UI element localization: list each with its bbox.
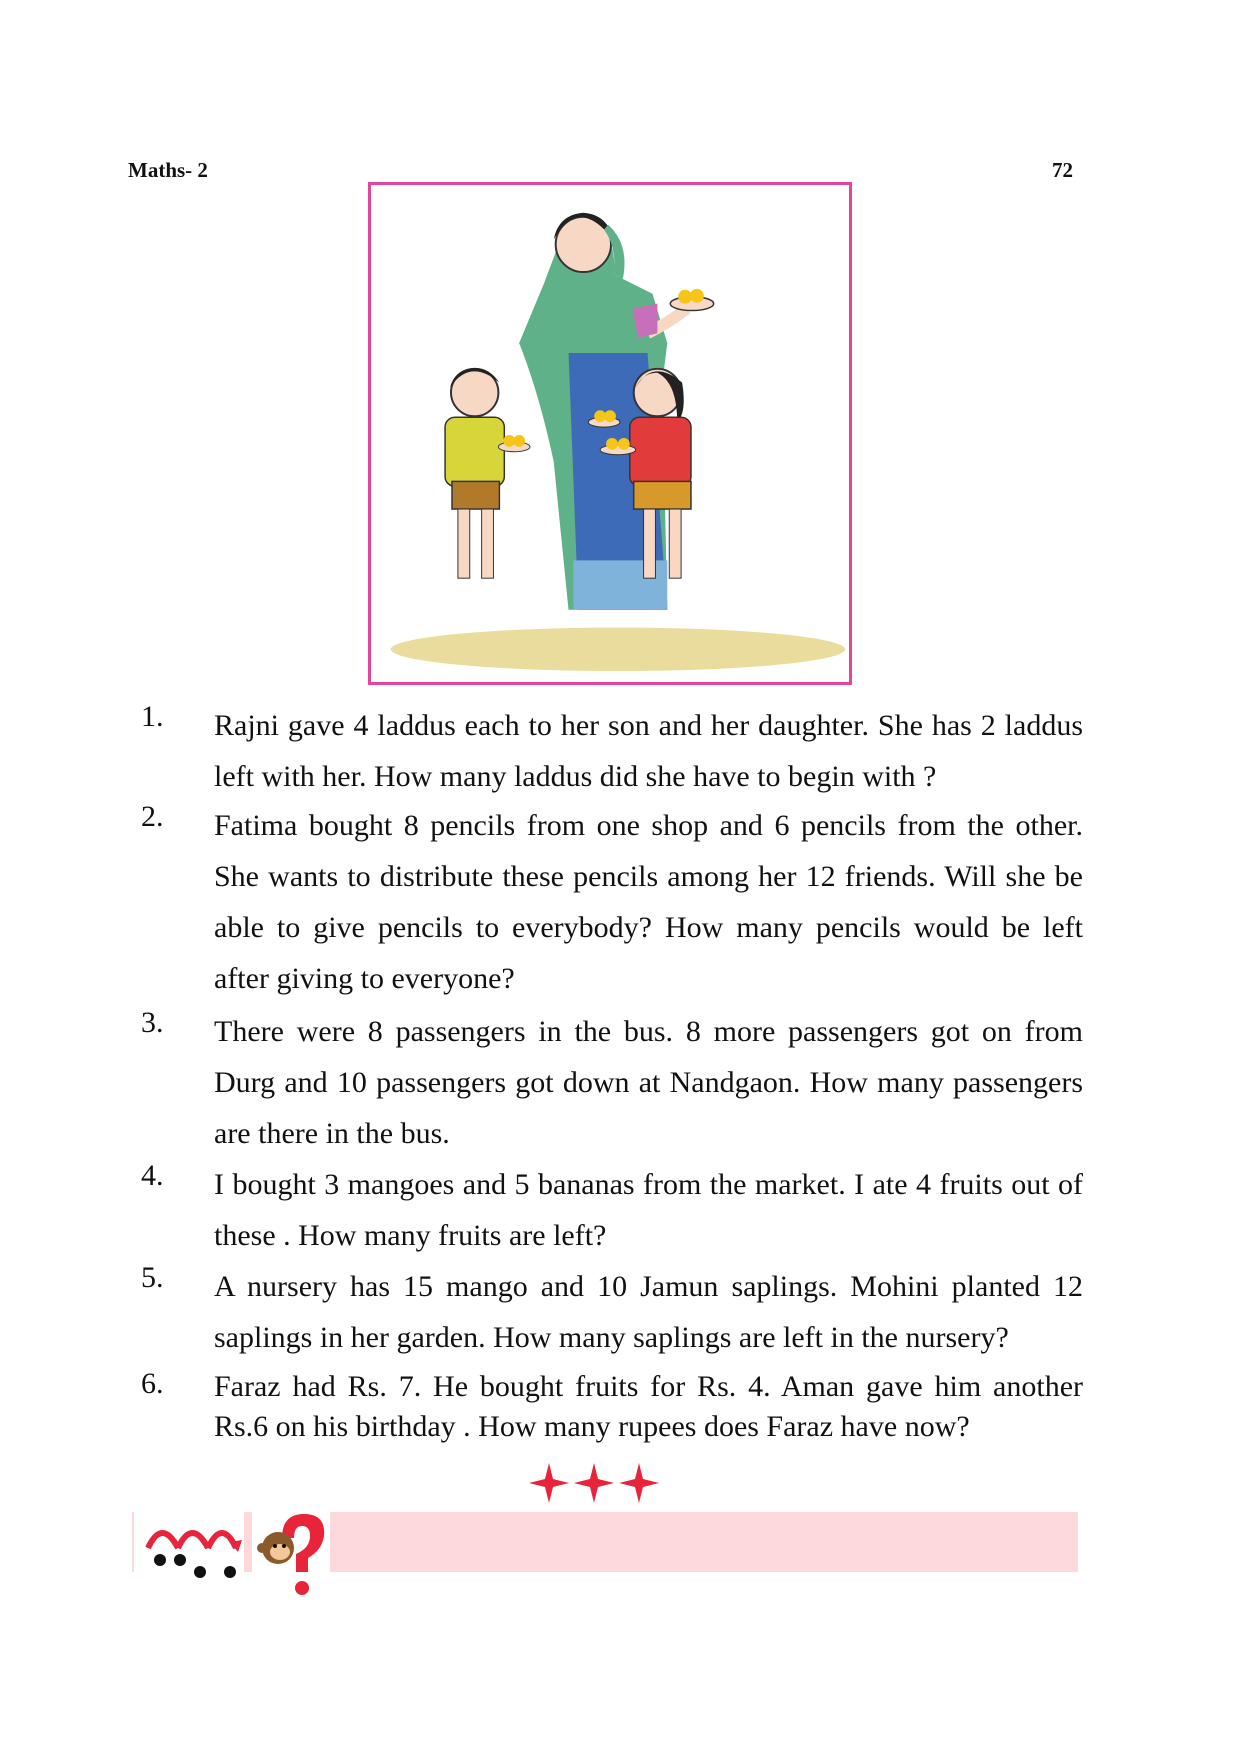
thinking-monkey-question-icon — [252, 1508, 330, 1600]
question-number: 5. — [141, 1261, 164, 1294]
question-text: Fatima bought 8 pencils from one shop and 6 pencils from the other. She wants to distribute these pencils among her 12 friends. Will she be able to give pencils to everybody? How many pencils would be left after giving to everyone? — [214, 809, 1083, 995]
subject-title: Maths- 2 — [128, 158, 208, 182]
question-number: 6. — [141, 1367, 164, 1400]
question-text: Faraz had Rs. 7. He bought fruits for Rs. 4. Aman gave him another Rs.6 on his birthday . How many rupees does Faraz have now? — [214, 1370, 1083, 1443]
question-number: 4. — [141, 1159, 164, 1192]
question-number: 1. — [141, 700, 164, 733]
number-jump-icon — [134, 1508, 244, 1580]
page-number: 72 — [1052, 158, 1073, 182]
question-text: A nursery has 15 mango and 10 Jamun saplings. Mohini planted 12 saplings in her garden. How many saplings are left in the nursery? — [214, 1270, 1083, 1354]
illustration-frame — [368, 182, 852, 685]
question-number: 3. — [141, 1006, 164, 1039]
mother-with-children-laddus-illustration — [371, 185, 849, 682]
question-text: I bought 3 mangoes and 5 bananas from the market. I ate 4 fruits out of these . How many fruits are left? — [214, 1168, 1083, 1252]
question-number: 2. — [141, 800, 164, 833]
four-point-star-icon — [524, 1458, 664, 1508]
question-text: There were 8 passengers in the bus. 8 more passengers got on from Durg and 10 passengers got down at Nandgaon. How many passengers are there in the bus. — [214, 1015, 1083, 1150]
question-text: Rajni gave 4 laddus each to her son and her daughter. She has 2 laddus left with her. How many laddus did she have to begin with ? — [214, 709, 1083, 793]
